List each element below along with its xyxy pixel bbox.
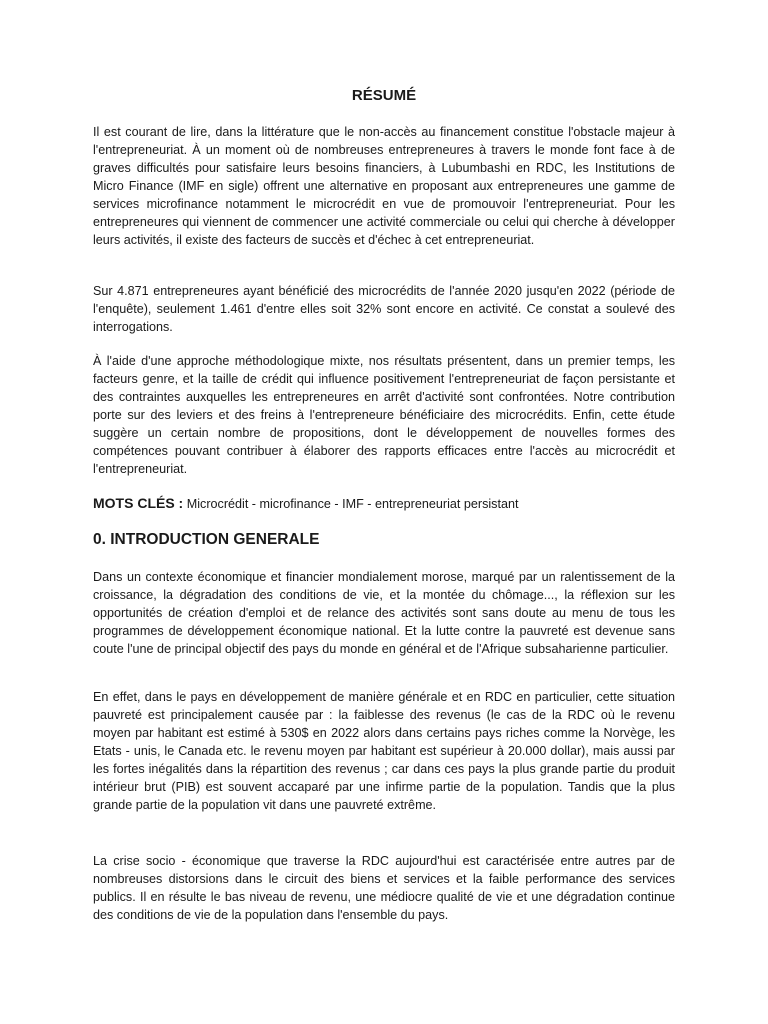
abstract-paragraph-2: Sur 4.871 entrepreneures ayant bénéficié des microcrédits de l'année 2020 jusqu'en 2022 (période de l'enquête), seulement 1.461 d'entre elles soit 32% sont encore en activité. Ce constat a soulevé des interrogations.: [93, 284, 675, 334]
abstract-paragraph-1: Il est courant de lire, dans la littérature que le non-accès au financement constitue l'obstacle majeur à l'entrepreneuriat. À un moment où de nombreuses entrepreneures à travers le monde font face à de graves difficultés pour satisfaire leurs besoins financiers, à Lubumbashi en RDC, les Institutions de Micro Finance (IMF en sigle) offrent une alternative en proposant aux entrepreneures une gamme de services microfinance notamment le microcrédit en vue de promouvoir l'entrepreneuriat. Pour les entrepreneures qui viennent de commencer une activité commerciale ou celui qui cherche à développer leurs activités, il existe des facteurs de succès et d'échec à cet entrepreneuriat.: [93, 125, 675, 247]
introduction-heading: 0. INTRODUCTION GENERALE: [93, 531, 320, 548]
abstract-paragraph-3: À l'aide d'une approche méthodologique mixte, nos résultats présentent, dans un premier temps, les facteurs genre, et la taille de crédit qui influence positivement l'entrepreneuriat de façon persistante et des contraintes auxquelles les entrepreneures en arrêt d'activité sont confrontées. Notre contribution porte sur des leviers et des freins à l'entrepreneure bénéficiaire des microcrédits. Enfin, cette étude suggère un certain nombre de propositions, dont le développement de nouvelles formes des compétences pouvant contribuer à élaborer des rapports efficaces entre l'accès au microcrédit et l'entrepreneuriat.: [93, 354, 675, 476]
keywords-line: [93, 494, 675, 513]
abstract-title: RÉSUMÉ: [351, 87, 417, 104]
keywords-list: Microcrédit - microfinance - IMF - entrepreneuriat persistant: [186, 497, 519, 511]
keywords-label: MOTS CLÉS :: [93, 495, 184, 511]
introduction-paragraph-2: En effet, dans le pays en développement de manière générale et en RDC en particulier, cette situation pauvreté est principalement causée par : la faiblesse des revenus (le cas de la RDC où le revenu moyen par habitant est estimé à 530$ en 2022 alors dans certains pays riches comme la Norvège, les Etats - unis, le Canada etc. le revenu moyen par habitant est supérieur à 20.000 dollar), mais aussi par les fortes inégalités dans la répartition des revenus ; car dans ces pays la plus grande partie du produit intérieur brut (PIB) est souvent accaparé par une infirme partie de la population. Tandis que la plus grande partie de la population vit dans une pauvreté extrême.: [93, 690, 675, 812]
introduction-paragraph-3: La crise socio - économique que traverse la RDC aujourd'hui est caractérisée entre autres par de nombreuses distorsions dans le circuit des biens et services et la faible performance des services publics. Il en résulte le bas niveau de revenu, une médiocre qualité de vie et une dégradation continue des conditions de vie de la population dans l'ensemble du pays.: [93, 854, 675, 922]
introduction-paragraph-1: Dans un contexte économique et financier mondialement morose, marqué par un ralentissement de la croissance, la dégradation des conditions de vie, et la montée du chômage..., la réflexion sur les opportunités de création d'emploi et de relance des activités sont sans doute au menu de tous les programmes de développement économique national. Et la lutte contre la pauvreté est devenue sans coute l'une de principal objectif des pays du monde en général et de l'Afrique subsaharienne particulier.: [93, 570, 675, 656]
